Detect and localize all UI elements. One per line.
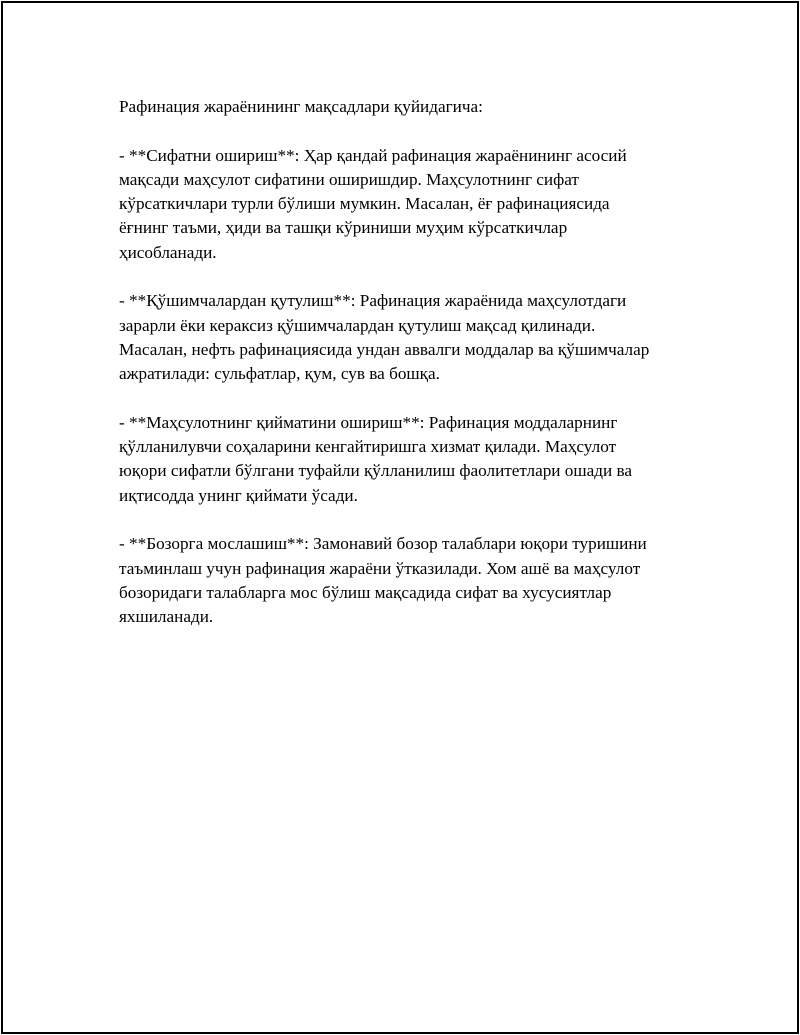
paragraph-line: қўлланилувчи соҳаларини кенгайтиришга хизмат қилади. Маҳсулот	[119, 437, 617, 457]
paragraph-line: - **Маҳсулотнинг қийматини ошириш**: Рафинация моддаларнинг	[119, 412, 618, 432]
paragraph-line: таъминлаш учун рафинация жараёни ўтказилади. Хом ашё ва маҳсулот	[119, 558, 641, 578]
paragraph-line: ажратилади: сульфатлар, қум, сув ва бошқа.	[119, 364, 440, 384]
paragraph-line: Масалан, нефть рафинациясида ундан аввалги моддалар ва қўшимчалар	[119, 339, 650, 359]
document-body	[119, 95, 709, 654]
paragraph-market	[119, 532, 709, 629]
paragraph-value	[119, 411, 709, 508]
paragraph-quality	[119, 144, 709, 265]
paragraph-line: зарарли ёки кераксиз қўшимчалардан қутулиш мақсад қилинади.	[119, 315, 596, 335]
paragraph-line: бозоридаги талабларга мос бўлиш мақсадида сифат ва хусусиятлар	[119, 582, 612, 602]
paragraph-line: кўрсаткичлари турли бўлиши мумкин. Масалан, ёғ рафинациясида	[119, 194, 610, 214]
intro-text: Рафинация жараёнининг мақсадлари қуйидагича:	[119, 97, 483, 116]
paragraph-line: яхшиланади.	[119, 607, 214, 627]
paragraph-line: - **Сифатни ошириш**: Ҳар қандай рафинация жараёнининг асосий	[119, 145, 627, 165]
paragraph-line: ёғнинг таъми, ҳиди ва ташқи кўриниши муҳим кўрсаткичлар	[119, 218, 568, 238]
paragraph-line: ҳисобланади.	[119, 242, 217, 262]
paragraph-line: юқори сифатли бўлгани туфайли қўлланилиш фаолитетлари ошади ва	[119, 461, 633, 481]
paragraph-line: - **Қўшимчалардан қутулиш**: Рафинация жараёнида маҳсулотдаги	[119, 291, 627, 311]
paragraph-line: - **Бозорга мослашиш**: Замонавий бозор талаблари юқори туришини	[119, 534, 647, 554]
document-page	[1, 1, 799, 1034]
paragraph-line: мақсади маҳсулот сифатини оширишдир. Маҳсулотнинг сифат	[119, 169, 579, 189]
paragraph-line: иқтисодда унинг қиймати ўсади.	[119, 485, 358, 505]
paragraph-impurities	[119, 289, 709, 386]
